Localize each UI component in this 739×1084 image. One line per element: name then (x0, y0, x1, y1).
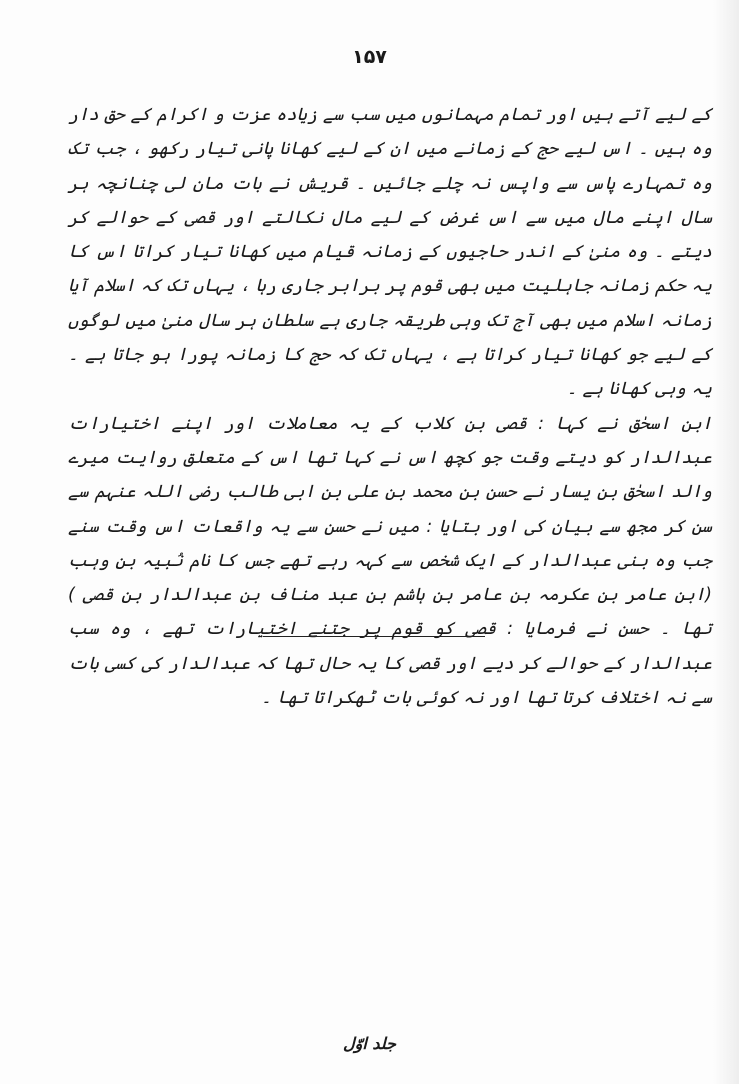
scan-edge-shadow (713, 0, 739, 1084)
page-number: ۱۵۷ (352, 46, 387, 68)
volume-footer: جلد اوّل (343, 1034, 396, 1053)
body-text (68, 98, 712, 715)
paragraph-1: کے لیے آتے ہیں اور تمام مہمانوں میں سب سے زیادہ عزت و اکرام کے حق دار وہ ہیں ۔ اس لیے حج کے زمانے میں ان کے لیے کھانا پانی تیار رکھو ، جب تک وہ تمہارے پاس سے واپس نہ چلے جائیں ۔ قریش نے بات مان لی چنانچہ ہر سال اپنے مال میں سے اس غرض کے لیے مال نکالتے اور قصی کے حوالے کر دیتے ۔ وہ منیٰ کے اندر حاجیوں کے زمانہ قیام میں کھانا تیار کراتا اس کا یہ حکم زمانہ جاہلیت میں بھی قوم پر برابر جاری رہا ، یہاں تک کہ اسلام آیا زمانہ اسلام میں بھی آج تک وہی طریقہ جاری ہے سلطان ہر سال منیٰ میں لوگوں کے لیے جو کھانا تیار کراتا ہے ، یہاں تک کہ حج کا زمانہ پورا ہو جاتا ہے ۔ یہ وہی کھانا ہے ۔ (68, 105, 712, 400)
section-separator (263, 636, 485, 637)
paragraph-2: ابن اسحٰق نے کہا : قصی بن کلاب کے یہ معاملات اور اپنے اختیارات عبدالدار کو دیتے وقت جو کچھ اس نے کہا تھا اس کے متعلق روایت میرے والد اسحٰق بن یسار نے حسن بن محمد بن علی بن ابی طالب رضی اللہ عنہم سے سن کر مجھ سے بیان کی اور بتایا : میں نے حسن سے یہ واقعات اس وقت سنے جب وہ بنی عبدالدار کے ایک شخص سے کہہ رہے تھے جس کا نام نُبیہ بن وہب (ابن عامر بن عکرمہ بن عامر بن ہاشم بن عبد مناف بن عبدالدار بن قصی ) تھا ۔ حسن نے فرمایا : قصی کو قوم پر جتنے اختیارات تھے ، وہ سب عبدالدار کے حوالے کر دیے اور قصی کا یہ حال تھا کہ عبدالدار کی کسی بات سے نہ اختلاف کرتا تھا اور نہ کوئی بات ٹھکراتا تھا ۔ (68, 413, 712, 709)
